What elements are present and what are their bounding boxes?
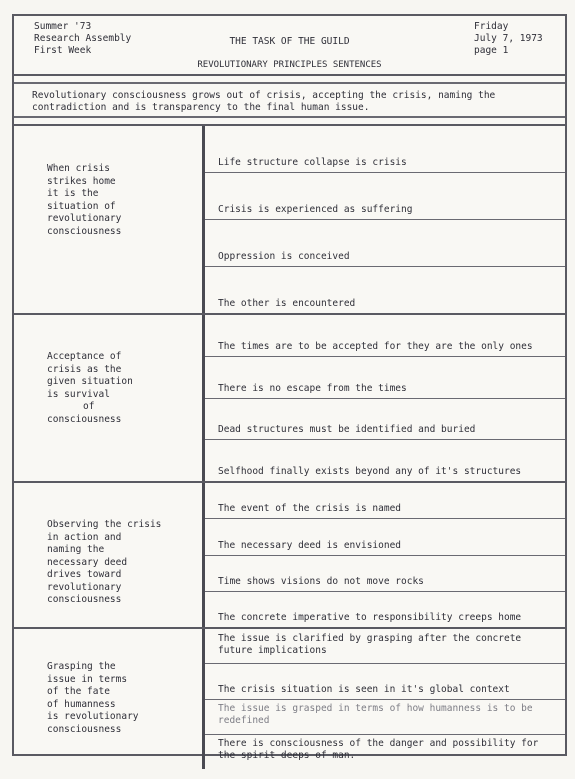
- sentence-cell: The necessary deed is envisioned: [205, 519, 565, 555]
- sentence-cell: The other is encountered: [218, 298, 356, 309]
- principle-line: issue in terms: [47, 673, 128, 685]
- header-page: page 1: [474, 45, 509, 56]
- principle-text: [14, 629, 205, 769]
- principle-line: consciousness: [47, 594, 122, 605]
- header-session: Summer '73: [34, 21, 92, 32]
- sentence-column: [205, 315, 565, 481]
- document-page: [12, 14, 567, 762]
- principle-text: [14, 126, 205, 313]
- sentence-cell: The issue is grasped in terms of how humanness is to be redefined: [205, 700, 565, 735]
- principle-group: [14, 629, 565, 769]
- sentence-column: [205, 126, 565, 313]
- principle-line: in action and: [47, 531, 122, 543]
- sentence-cell: There is consciousness of the danger and possibility for the spirit deeps of man.: [218, 738, 539, 762]
- header-week: First Week: [34, 45, 92, 56]
- principle-text: [14, 315, 205, 481]
- principle-line: crisis as the: [47, 363, 122, 375]
- principle-line: Acceptance of: [47, 351, 122, 362]
- principle-line: consciousness: [47, 413, 122, 425]
- principle-line: of humanness: [47, 698, 116, 710]
- sentence-cell: Selfhood finally exists beyond any of it's structures: [218, 466, 522, 477]
- header-right-block: [474, 21, 543, 57]
- principle-line: strikes home: [47, 175, 116, 187]
- sentence-cell: Time shows visions do not move rocks: [205, 556, 565, 592]
- principle-line: Observing the crisis: [47, 519, 162, 530]
- principle-line: of the fate: [47, 686, 110, 697]
- principle-line: is survival: [47, 388, 110, 400]
- principle-line: drives toward: [47, 569, 122, 580]
- sentence-cell: Crisis is experienced as suffering: [205, 173, 565, 220]
- principle-line: of: [83, 401, 95, 412]
- sentence-cell: The concrete imperative to responsibility creeps home: [218, 612, 522, 623]
- sentence-cell: The event of the crisis is named: [205, 483, 565, 519]
- document-subtitle: REVOLUTIONARY PRINCIPLES SENTENCES: [197, 60, 382, 70]
- principle-line: revolutionary: [47, 581, 122, 593]
- principle-line: consciousness: [47, 723, 122, 735]
- intro-statement: Revolutionary consciousness grows out of crisis, accepting the crisis, naming the contradiction and is transparency to the final human issue.: [14, 82, 565, 118]
- principle-line: When crisis: [47, 163, 110, 174]
- principle-group: [14, 315, 565, 483]
- principle-line: Grasping the: [47, 661, 116, 672]
- sentence-cell: The times are to be accepted for they are the only ones: [205, 315, 565, 357]
- sentence-column: [205, 629, 565, 769]
- header-assembly: Research Assembly: [34, 33, 132, 44]
- principle-group: [14, 483, 565, 629]
- sentence-cell: There is no escape from the times: [205, 357, 565, 399]
- principle-line: is revolutionary: [47, 711, 139, 722]
- sentence-cell: The crisis situation is seen in it's global context: [205, 664, 565, 699]
- principle-line: situation of: [47, 200, 116, 212]
- header-day: Friday: [474, 21, 509, 32]
- principle-line: naming the: [47, 544, 105, 555]
- principle-text: [14, 483, 205, 627]
- principle-line: necessary deed: [47, 556, 128, 568]
- sentence-cell: Life structure collapse is crisis: [205, 126, 565, 173]
- header-date: July 7, 1973: [474, 33, 543, 44]
- principle-group: [14, 126, 565, 315]
- document-header: [14, 16, 565, 76]
- principle-line: consciousness: [47, 225, 122, 237]
- principle-line: given situation: [47, 376, 133, 387]
- document-title: THE TASK OF THE GUILD: [229, 36, 350, 47]
- principle-line: it is the: [47, 188, 99, 199]
- sentence-cell: Dead structures must be identified and buried: [205, 399, 565, 441]
- principles-table: [14, 124, 565, 769]
- sentence-cell: Oppression is conceived: [205, 220, 565, 267]
- sentence-column: [205, 483, 565, 627]
- principle-line: revolutionary: [47, 213, 122, 224]
- sentence-cell: The issue is clarified by grasping after the concrete future implications: [205, 629, 565, 664]
